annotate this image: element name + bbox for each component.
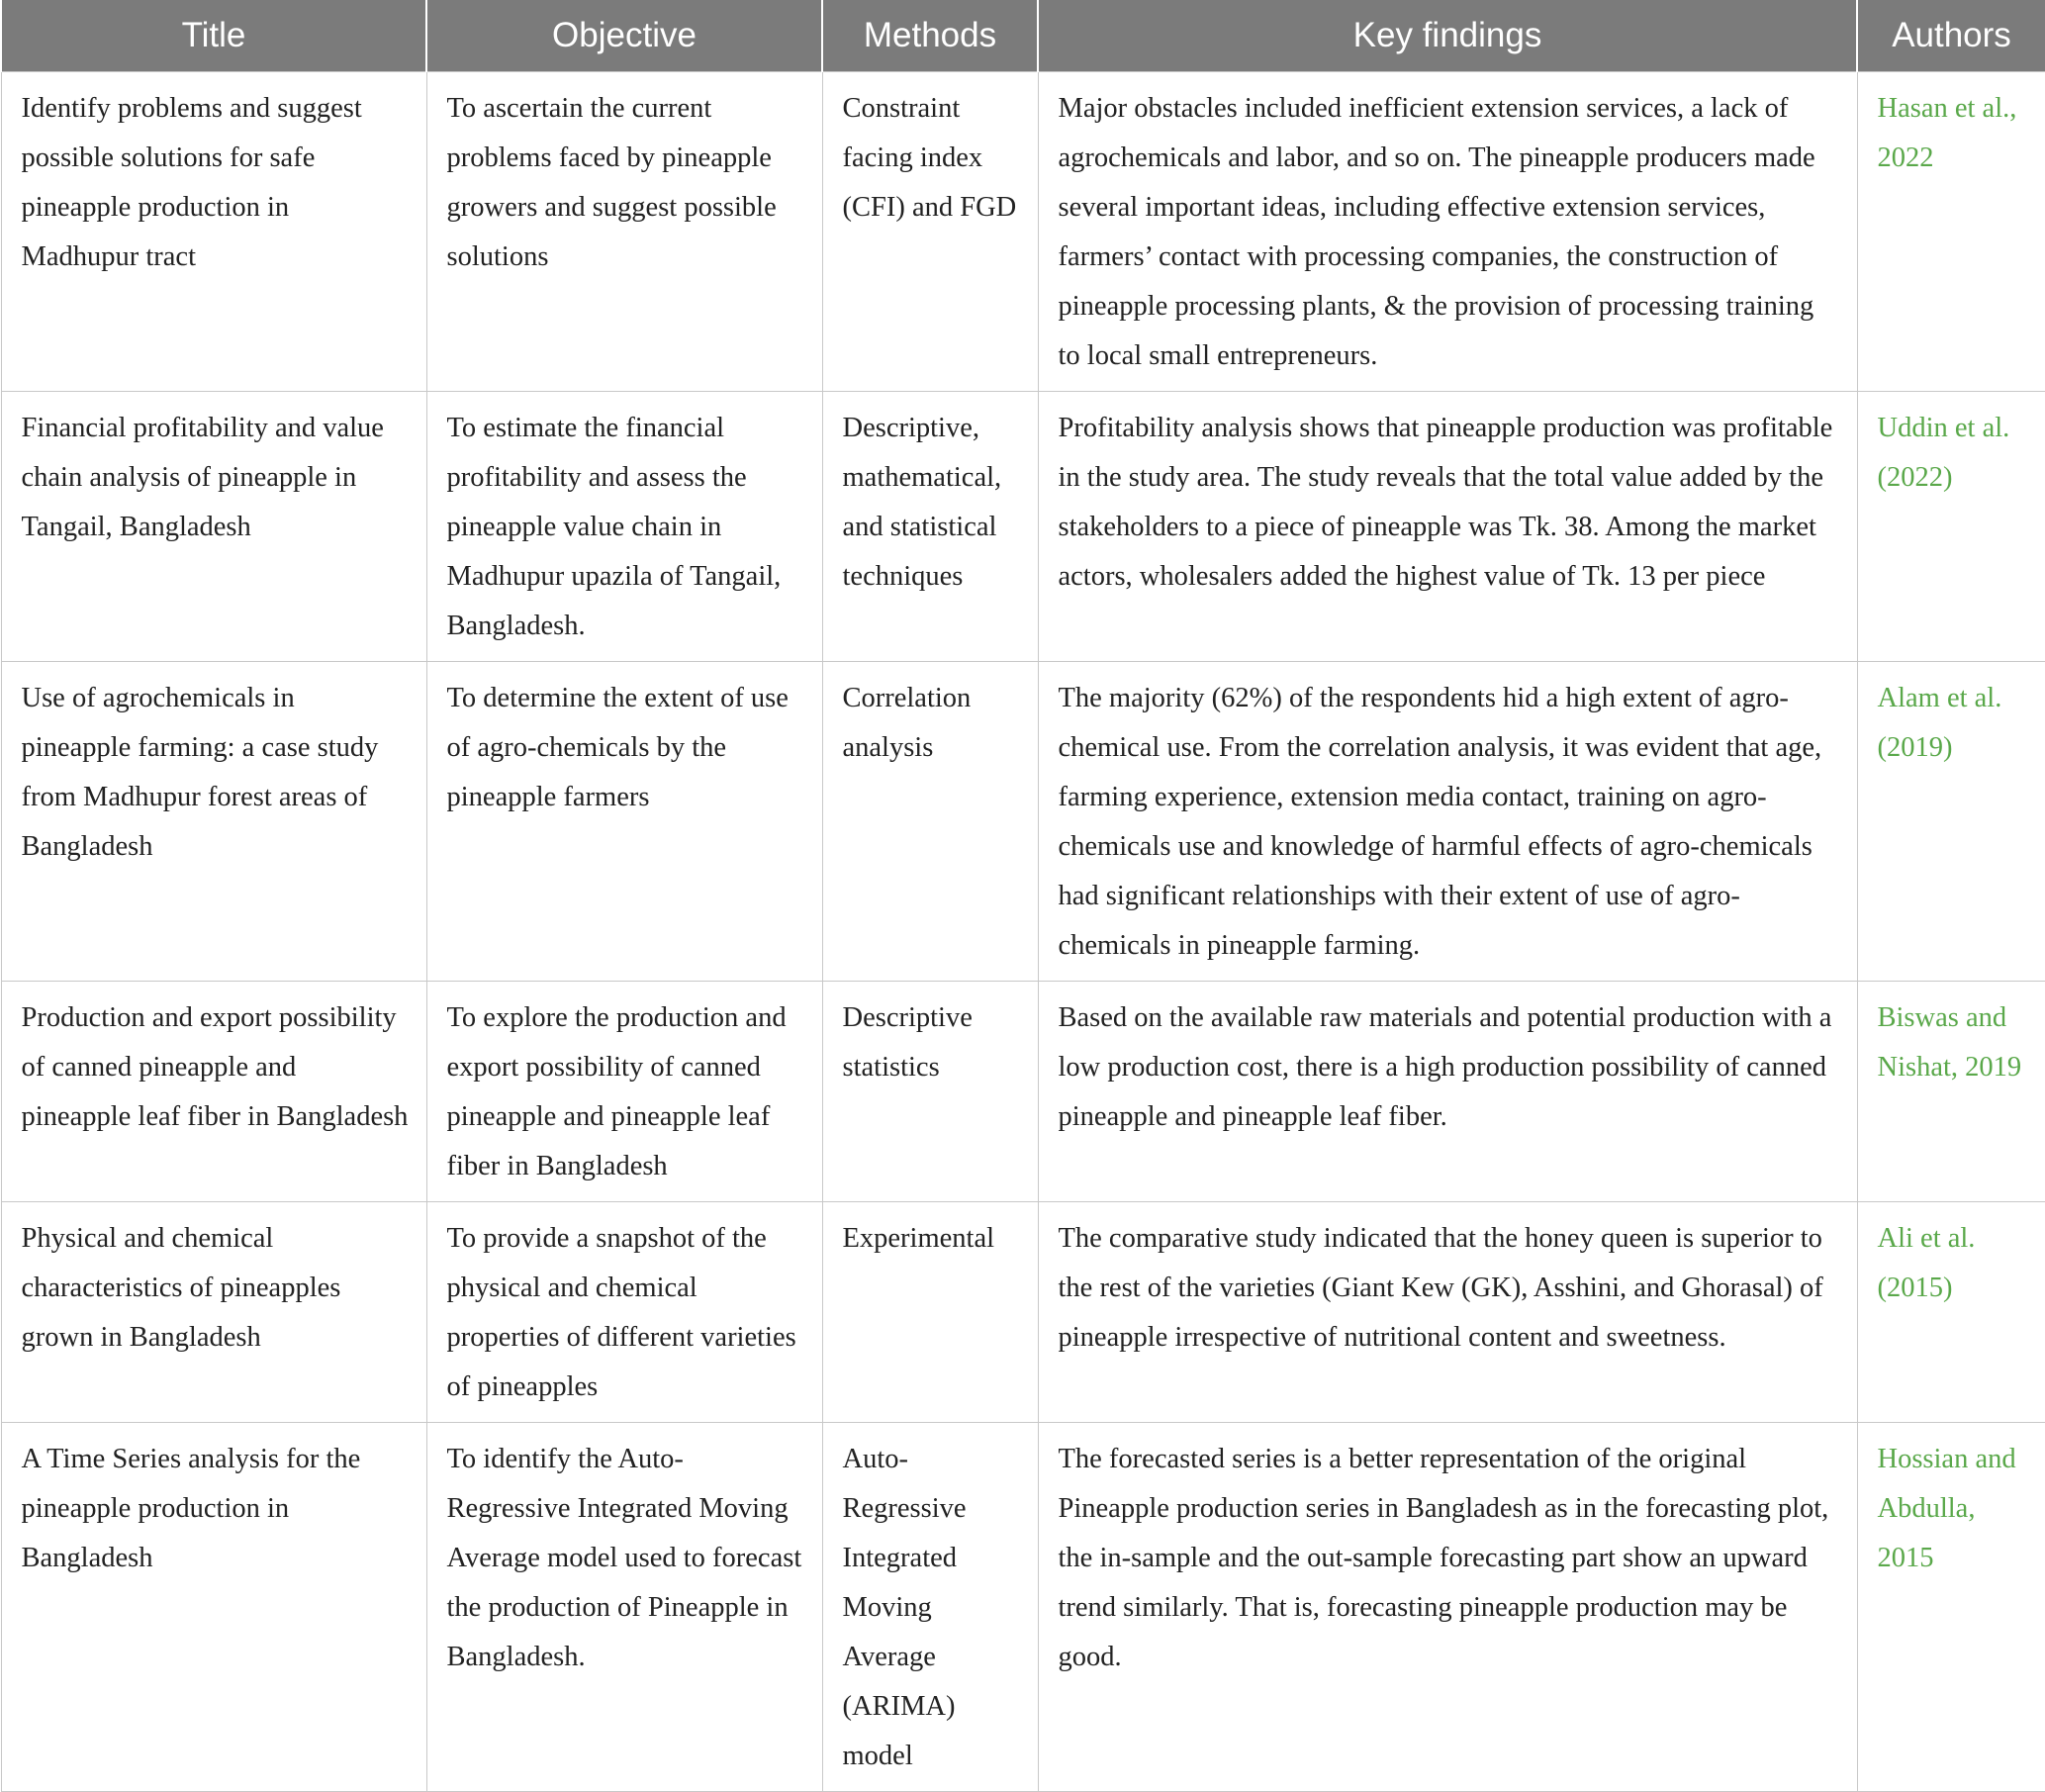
- cell-title: Financial profitability and value chain analysis of pineapple in Tangail, Bangladesh: [1, 392, 426, 662]
- cell-title: Identify problems and suggest possible solutions for safe pineapple production in Madhupur tract: [1, 72, 426, 392]
- table-row: [1, 662, 2045, 982]
- table-body: [1, 72, 2045, 1792]
- cell-key-findings: Major obstacles included inefficient extension services, a lack of agrochemicals and labor, and so on. The pineapple producers made several important ideas, including effective extension services, farmers’ contact with processing companies, the construction of pineapple processing plants, & the provision of processing training to local small entrepreneurs.: [1038, 72, 1857, 392]
- cell-key-findings: The comparative study indicated that the honey queen is superior to the rest of the varieties (Giant Kew (GK), Asshini, and Ghorasal) of pineapple irrespective of nutritional content and sweetness.: [1038, 1202, 1857, 1423]
- cell-title: A Time Series analysis for the pineapple production in Bangladesh: [1, 1423, 426, 1792]
- cell-methods: Correlation analysis: [822, 662, 1038, 982]
- cell-authors-link[interactable]: Uddin et al. (2022): [1857, 392, 2045, 662]
- header-authors: Authors: [1857, 0, 2045, 72]
- cell-methods: Auto-Regressive Integrated Moving Average (ARIMA) model: [822, 1423, 1038, 1792]
- cell-key-findings: Based on the available raw materials and potential production with a low production cost, there is a high production possibility of canned pineapple and pineapple leaf fiber.: [1038, 982, 1857, 1202]
- cell-objective: To provide a snapshot of the physical and chemical properties of different varieties of pineapples: [426, 1202, 822, 1423]
- table-row: [1, 392, 2045, 662]
- cell-authors-link[interactable]: Hasan et al., 2022: [1857, 72, 2045, 392]
- table-row: [1, 72, 2045, 392]
- cell-objective: To determine the extent of use of agro-chemicals by the pineapple farmers: [426, 662, 822, 982]
- header-row: [1, 0, 2045, 72]
- table-row: [1, 1202, 2045, 1423]
- cell-authors-link[interactable]: Alam et al. (2019): [1857, 662, 2045, 982]
- cell-authors-link[interactable]: Biswas and Nishat, 2019: [1857, 982, 2045, 1202]
- cell-objective: To ascertain the current problems faced by pineapple growers and suggest possible solutions: [426, 72, 822, 392]
- cell-key-findings: The forecasted series is a better representation of the original Pineapple production series in Bangladesh as in the forecasting plot, the in-sample and the out-sample forecasting part show an upward trend similarly. That is, forecasting pineapple production may be good.: [1038, 1423, 1857, 1792]
- table-header: [1, 0, 2045, 72]
- cell-title: Use of agrochemicals in pineapple farming: a case study from Madhupur forest areas of Bangladesh: [1, 662, 426, 982]
- cell-methods: Experimental: [822, 1202, 1038, 1423]
- header-key-findings: Key findings: [1038, 0, 1857, 72]
- cell-objective: To estimate the financial profitability and assess the pineapple value chain in Madhupur upazila of Tangail, Bangladesh.: [426, 392, 822, 662]
- cell-key-findings: Profitability analysis shows that pineapple production was profitable in the study area. The study reveals that the total value added by the stakeholders to a piece of pineapple was Tk. 38. Among the market actors, wholesalers added the highest value of Tk. 13 per piece: [1038, 392, 1857, 662]
- cell-methods: Constraint facing index (CFI) and FGD: [822, 72, 1038, 392]
- table-row: [1, 982, 2045, 1202]
- header-objective: Objective: [426, 0, 822, 72]
- cell-key-findings: The majority (62%) of the respondents hid a high extent of agro-chemical use. From the correlation analysis, it was evident that age, farming experience, extension media contact, training on agro-chemicals use and knowledge of harmful effects of agro-chemicals had significant relationships with their extent of use of agro-chemicals in pineapple farming.: [1038, 662, 1857, 982]
- cell-objective: To identify the Auto-Regressive Integrated Moving Average model used to forecast the production of Pineapple in Bangladesh.: [426, 1423, 822, 1792]
- cell-methods: Descriptive, mathematical, and statistical techniques: [822, 392, 1038, 662]
- cell-authors-link[interactable]: Hossian and Abdulla, 2015: [1857, 1423, 2045, 1792]
- header-methods: Methods: [822, 0, 1038, 72]
- cell-objective: To explore the production and export possibility of canned pineapple and pineapple leaf fiber in Bangladesh: [426, 982, 822, 1202]
- cell-methods: Descriptive statistics: [822, 982, 1038, 1202]
- header-title: Title: [1, 0, 426, 72]
- cell-title: Physical and chemical characteristics of pineapples grown in Bangladesh: [1, 1202, 426, 1423]
- cell-title: Production and export possibility of canned pineapple and pineapple leaf fiber in Bangladesh: [1, 982, 426, 1202]
- table-row: [1, 1423, 2045, 1792]
- cell-authors-link[interactable]: Ali et al. (2015): [1857, 1202, 2045, 1423]
